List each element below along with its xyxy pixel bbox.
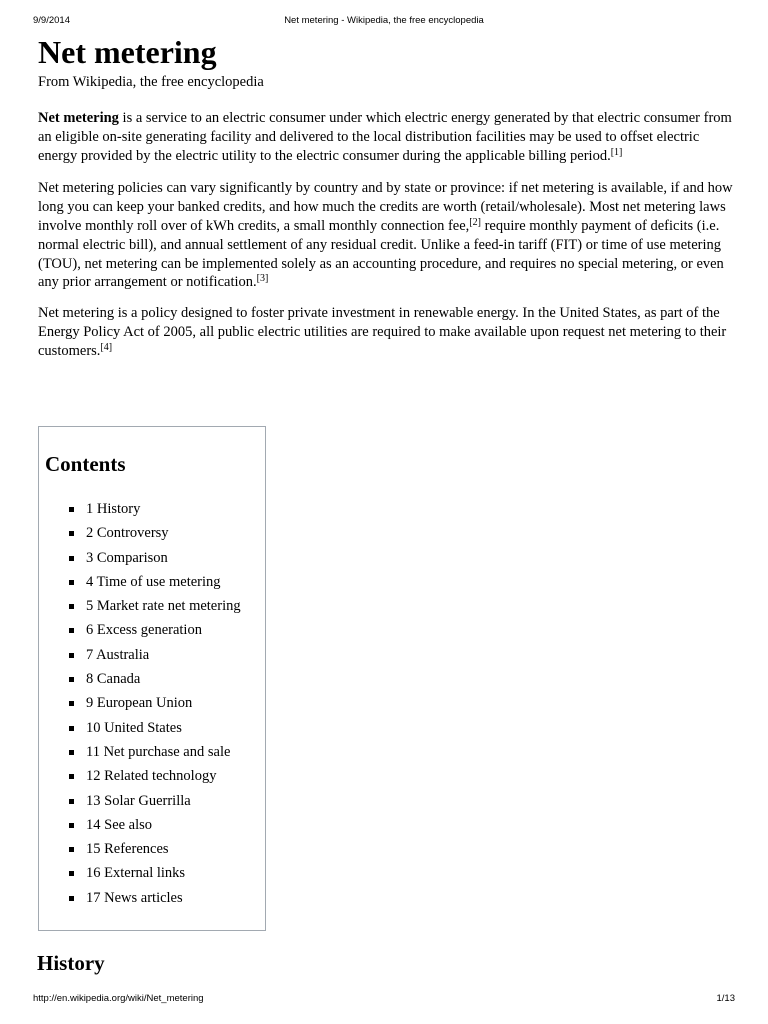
toc-item-label: 9 European Union <box>86 695 193 712</box>
toc-item-label: 15 References <box>86 841 169 858</box>
bullet-icon <box>69 507 74 512</box>
bullet-icon <box>69 750 74 755</box>
toc-item-label: 16 External links <box>86 865 186 882</box>
toc-item-label: 13 Solar Guerrilla <box>86 792 191 809</box>
bullet-icon <box>69 677 74 682</box>
toc-item-controversy[interactable] <box>69 523 241 547</box>
toc-item-label: 7 Australia <box>86 646 150 663</box>
toc-item-label: 3 Comparison <box>86 549 168 566</box>
bullet-icon <box>69 556 74 561</box>
bullet-icon <box>69 847 74 852</box>
toc-item-history[interactable] <box>69 499 241 523</box>
toc-item-canada[interactable] <box>69 669 241 693</box>
toc-item-label: 11 Net purchase and sale <box>86 743 231 760</box>
reference-link-3[interactable]: [3] <box>256 273 269 285</box>
paragraph-text: require monthly payment of deficits (i.e. normal electric bill), and annual settlement of any residual credit. Unlike a feed-in tariff (FIT) or time of use metering (TOU), net metering can be implemented solely as an accounting procedure, and requires no special metering, or even any prior arrangement or notification. <box>38 217 724 291</box>
paragraph-text: Net metering policies can vary significantly by country and by state or province: if net metering is available, if and how long you can keep your banked credits, and how much the credits are worth (retail/wholesale). Most net metering laws involve monthly roll over of kWh credits, a small monthly connection fee, <box>38 180 733 234</box>
paragraph-text: is a service to an electric consumer under which electric energy generated by that electric consumer from an eligible on-site generating facility and delivered to the local distribution facilities may be used to offset electric energy provided by the electric utility to the electric consumer during the applicable billing period. <box>38 110 732 164</box>
toc-item-european-union[interactable] <box>69 693 241 717</box>
reference-link-1[interactable]: [1] <box>610 146 623 158</box>
reference-link-2[interactable]: [2] <box>469 216 481 228</box>
intro-paragraph-1 <box>38 109 734 165</box>
page-number: 1/13 <box>716 993 735 1004</box>
toc-item-label: 1 History <box>86 501 141 517</box>
bullet-icon <box>69 653 74 658</box>
toc-item-label: 10 United States <box>86 719 182 736</box>
bullet-icon <box>69 823 74 828</box>
bullet-icon <box>69 701 74 706</box>
reference-link-4[interactable]: [4] <box>100 341 113 353</box>
bold-term: Net metering <box>38 110 119 126</box>
toc-heading: Contents <box>45 452 126 476</box>
toc-item-solar-guerrilla[interactable] <box>69 791 241 815</box>
bullet-icon <box>69 531 74 536</box>
bullet-icon <box>69 871 74 876</box>
toc-item-label: 17 News articles <box>86 889 183 906</box>
bullet-icon <box>69 726 74 731</box>
toc-item-market-rate-net-metering[interactable] <box>69 596 241 620</box>
toc-item-excess-generation[interactable] <box>69 620 241 644</box>
page-title: Net metering <box>38 34 217 70</box>
section-heading-history: History <box>37 951 105 975</box>
toc-list <box>69 499 241 912</box>
toc-item-external-links[interactable] <box>69 863 241 887</box>
toc-item-time-of-use-metering[interactable] <box>69 572 241 596</box>
table-of-contents <box>38 426 266 931</box>
toc-item-australia[interactable] <box>69 645 241 669</box>
bullet-icon <box>69 580 74 585</box>
print-page-title: Net metering - Wikipedia, the free encyclopedia <box>284 15 484 26</box>
tagline: From Wikipedia, the free encyclopedia <box>38 74 264 90</box>
toc-item-net-purchase-and-sale[interactable] <box>69 742 241 766</box>
toc-item-label: 4 Time of use metering <box>86 573 221 590</box>
intro-paragraph-3 <box>38 304 734 360</box>
bullet-icon <box>69 604 74 609</box>
bullet-icon <box>69 896 74 901</box>
toc-item-related-technology[interactable] <box>69 766 241 790</box>
article-content <box>38 32 734 361</box>
toc-item-references[interactable] <box>69 839 241 863</box>
bullet-icon <box>69 628 74 633</box>
toc-item-label: 6 Excess generation <box>86 622 202 639</box>
bullet-icon <box>69 799 74 804</box>
intro-paragraph-2 <box>38 179 734 292</box>
toc-item-news-articles[interactable] <box>69 888 241 912</box>
toc-item-label: 14 See also <box>86 816 153 833</box>
toc-item-label: 8 Canada <box>86 671 141 688</box>
toc-item-see-also[interactable] <box>69 815 241 839</box>
print-footer <box>33 993 735 1007</box>
print-header <box>33 15 735 29</box>
toc-item-label: 5 Market rate net metering <box>86 598 241 615</box>
print-date: 9/9/2014 <box>33 15 70 26</box>
paragraph-text: Net metering is a policy designed to foster private investment in renewable energy. In the United States, as part of the Energy Policy Act of 2005, all public electric utilities are required to make available upon request net metering to their customers. <box>38 305 727 359</box>
print-url: http://en.wikipedia.org/wiki/Net_metering <box>33 993 204 1004</box>
toc-item-comparison[interactable] <box>69 548 241 572</box>
toc-item-united-states[interactable] <box>69 718 241 742</box>
toc-item-label: 2 Controversy <box>86 525 169 542</box>
bullet-icon <box>69 774 74 779</box>
toc-item-label: 12 Related technology <box>86 768 217 785</box>
